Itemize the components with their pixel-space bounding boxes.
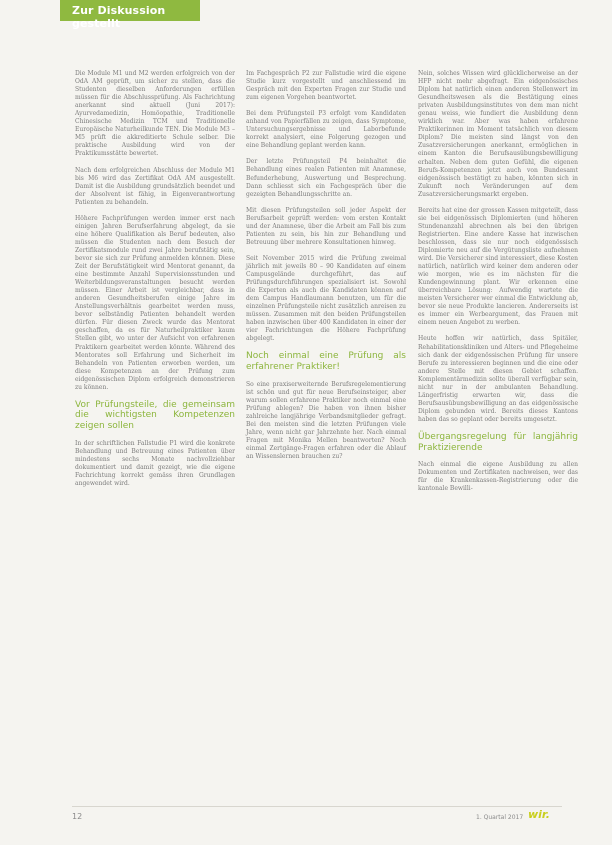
- footer-divider: [72, 806, 562, 807]
- paragraph: Nein, solches Wissen wird glücklicherweise an der HFP nicht mehr abgefragt. Ein eidgenössisches Diplom hat natürlich einen anderen Stellenwert im Gesundheitswesen als die Bestätigung eines privaten Ausbildungsinstitutes von dem man nicht genau weiss, wie fundiert die Ausbildung denn wirklich war. Aber was haben erfahrene Praktikerinnen im Moment tatsächlich von diesem Diplom? Die meisten sind längst von den Zusatzversicherungen anerkannt, ermöglichen in einem Kanton die Berufsausübungsbewilligung erhalten. Neben dem guten Gefühl, die eigenen Berufs-Kompetenzen jetzt auch von Bundesamt eidgenössisch bestätigt zu haben, könnten sich in Zukunft noch Veränderungen auf dem Zusatzversicherungsmarkt ergeben.: [418, 70, 578, 198]
- paragraph: Höhere Fachprüfungen werden immer erst nach einigen Jahren Berufserfahrung abgelegt, da sie eine höhere Qualifikation als Beruf bedeuten, also müssen die Studenten nach dem Besuch der Zertifikatsmodule rund zwei Jahre berufstätig sein, bevor sie sich zur Prüfung anmelden können. Diese Zeit der Berufstätigkeit wird Mentorat genannt, da eine bestimmte Anzahl Supervisionsstunden und Weiterbildungsveranstaltungen besucht werden müssen. Einer Arbeit ist vergleichbar, dass in anderen Gesundheitsberufen einige Jahre im Anstellungsverhältnis gearbeitet werden muss, bevor selbständig Patienten behandelt werden dürfen. Für diesen Zweck wurde das Mentorat geschaffen, da es für Naturheilpraktiker kaum Stellen gibt, wo unter der Aufsicht von erfahrenen Praktikern gearbeitet werden könnte. Während des Mentorates soll Erfahrung und Sicherheit im Behandeln von Patienten erworben werden, um diese Kompetenzen an der Prüfung zum eidgenössischen Diplom erfolgreich demonstrieren zu können.: [75, 214, 235, 391]
- paragraph: So eine praxiserweiternde Berufsregelementierung ist schön und gut für neue Berufseinsteiger, aber warum sollen erfahrene Praktiker noch einmal eine Prüfung ablegen? Die haben von ihnen bisher zahlreiche langjährige Verbandsmitglieder gefragt. Bei den meisten sind die letzten Prüfungen viele Jahre, wenn nicht gar Jahrzehnte her. Nach einmal Fragen mit Monika Mellen beantworten? Noch einmal Zertgänge-Fragen erfahren oder die Ablauf an Wissenslernen brauchen zu?: [246, 380, 406, 461]
- paragraph: Mit diesen Prüfungsteilen soll jeder Aspekt der Berufsarbeit geprüft werden: vom ersten Kontakt und der Anamnese, über die Arbeit am Fall bis zum Patienten zu sein, bis hin zur Behandlung und Betreuung über mehrere Konsultationen hinweg.: [246, 206, 406, 246]
- text-column-2: [246, 70, 406, 469]
- text-column-3: [418, 70, 578, 501]
- magazine-logo: wir.: [528, 808, 550, 821]
- issue-label: 1. Quartal 2017: [476, 814, 524, 821]
- subheading: Vor Prüfungsteile, die gemeinsam die wichtigsten Kompetenzen zeigen sollen: [75, 399, 235, 431]
- paragraph: Der letzte Prüfungsteil P4 beinhaltet die Behandlung eines realen Patienten mit Anamnese, Befunderhebung, Auswertung und Besprechung. Dann schliesst sich ein Fachgespräch über die gezeigten Behandlungsschritte an.: [246, 158, 406, 198]
- section-banner: Zur Diskussion gestellt: [60, 0, 200, 21]
- paragraph: Nach einmal die eigene Ausbildung zu allen Dokumenten und Zertifikaten nachweisen, wer das für die Krankenkassen-Registrierung oder die kantonale Bewilli-: [418, 461, 578, 493]
- paragraph: Die Module M1 und M2 werden erfolgreich von der OdA AM geprüft, um sicher zu stellen, dass die Studenten dieselben Anforderungen erfüllen müssen für die Abschlussprüfung. Als Fachrichtung anerkannt sind aktuell (Juni 2017): Ayurvedamedizin, Homöopathie, Traditionelle Chinesische Medizin TCM und Traditionelle Europäische Naturheilkunde TEN. Die Module M3 – M5 prüft die akkreditierte Schule selber. Die praktische Ausbildung wird von der Praktikumsstätte bewertet.: [75, 70, 235, 158]
- paragraph: Heute hoffen wir natürlich, dass Spitäler, Rehabilitationskliniken und Alters- und Pflegeheime sich dank der eidgenössischen Prüfung für unsere Berufe zu interessieren beginnen und die eine oder andere Stelle mit diesen Gebiet schaffen. Komplementärmedizin sollte überall verfügbar sein, nicht nur in der ambulanten Behandlung. Längerfristig erwarten wir, dass die Berufsausübungsbewilligung an das eidgenössische Diplom gebunden wird. Bereits dieses Kantons haben das so geplant oder bereits umgesetzt.: [418, 335, 578, 423]
- paragraph: Bei dem Prüfungsteil P3 erfolgt vom Kandidaten anhand von Papierfällen zu zeigen, dass Symptome, Untersuchungsergebnisse und Laborbefunde korrekt analysiert, eine Folgerung gezogen und eine Behandlung geplant werden kann.: [246, 110, 406, 150]
- subheading: Noch einmal eine Prüfung als erfahrener Praktiker!: [246, 351, 406, 372]
- page-number: 12: [72, 812, 83, 821]
- paragraph: Im Fachgespräch P2 zur Fallstudie wird die eigene Studie kurz vorgestellt und anschliessend im Gespräch mit den Experten Fragen zur Studie und zum eigenen Vorgehen beantwortet.: [246, 70, 406, 102]
- paragraph: Seit November 2015 wird die Prüfung zweimal jährlich mit jeweils 80 – 90 Kandidaten auf einem Campusgelände durchgeführt, das auf Prüfungsdurchführungen spezialisiert ist. Sowohl die Experten als auch die Kandidaten können auf dem Campus Handlaumann benutzen, um für die einzelnen Prüfungsteile nicht zusätzlich anreisen zu müssen. Zusammen mit den beiden Prüfungsteilen haben inzwischen über 400 Kandidaten in einer der vier Fachrichtungen die Höhere Fachprüfung abgelegt.: [246, 254, 406, 343]
- paragraph: Nach dem erfolgreichen Abschluss der Module M1 bis M6 wird das Zertifikat OdA AM ausgestellt. Damit ist die Ausbildung grundsätzlich beendet und der Absolvent ist fähig, in Eigenverantwortung Patienten zu behandeln.: [75, 166, 235, 206]
- subheading: Übergangsregelung für langjährig Praktizierende: [418, 431, 578, 453]
- paragraph: Bereits hat eine der grossen Kassen mitgeteilt, dass sie bei eidgenössisch Diplomierten (und höheren Stundenanzahl abrechnen als bei den übrigen Registrierten. Eine andere Kasse hat inzwischen beschlossen, dass sie nur noch eidgenössisch Diplomierte neu auf die Vergütungsliste aufnehmen wird. Die Versicherer sind interessiert, diese Kosten natürlich, natürlich wird keiner dem anderen oder wie morgen, wie es im nächsten für die Kundengewinnung plant. Wir erkennen eine überreichbare Lösung: Aufwendig wartete die meisten Versicherer wer einmal die Entwicklung ab, bevor sie neue Produkte lancieren. Andererseits ist es immer ein Werbeargument, das Frauen mit einem neuen Angebot zu werben.: [418, 206, 578, 327]
- paragraph: In der schriftlichen Fallstudie P1 wird die konkrete Behandlung und Betreuung eines Patienten über mindestens sechs Monate nachvollziehbar dokumentiert und damit gezeigt, wie die eigene Fachrichtung korrekt gemäss ihren Grundlagen angewendet wird.: [75, 439, 235, 487]
- text-column-1: [75, 70, 235, 496]
